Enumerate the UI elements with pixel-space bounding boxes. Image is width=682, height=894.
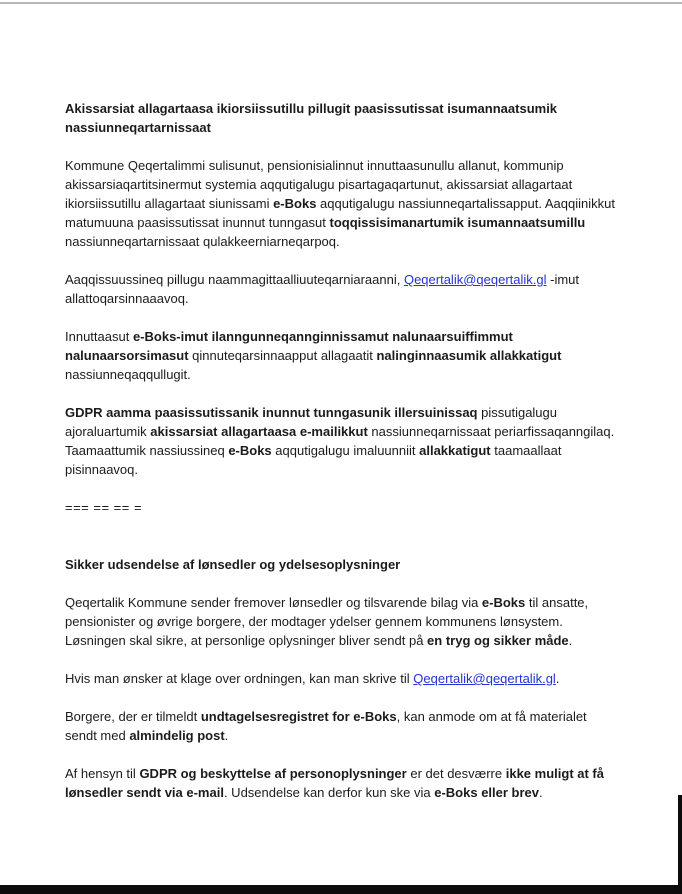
text-run: Kommune Qeqertalimmi sulisunut, pensionisialinnut innuttaasunullu allanut, kommunip akissarsiaqartitsinermut systemia aqqutigalugu pisartagaqartunut, akissarsiat allagartaat ikiorsiissutillu allagartaat siunissami bbox=[65, 158, 573, 211]
bold-text-run: ikke muligt at få lønsedler sendt via e-mail bbox=[65, 766, 604, 800]
bold-text-run: Akissarsiat allagartaasa ikiorsiissutillu pillugit paasissutissat isumannaatsumik nassiunneqartarnissaat bbox=[65, 101, 558, 135]
text-run: === == == = bbox=[65, 500, 143, 515]
text-run: qinnuteqarsinnaapput allagaatit bbox=[188, 348, 377, 363]
paragraph-da-3 bbox=[65, 707, 617, 745]
bold-text-run: Sikker udsendelse af lønsedler og ydelsesoplysninger bbox=[65, 557, 401, 572]
text-run: Aaqqissuussineq pillugu naammagittaalliuuteqarniaraanni, bbox=[65, 272, 404, 287]
text-run: Af hensyn til bbox=[65, 766, 140, 781]
document-body bbox=[65, 99, 617, 821]
bold-text-run: en tryg og sikker måde bbox=[427, 633, 569, 648]
text-run: -imut allattoqarsinnaaavoq. bbox=[65, 272, 579, 306]
screen-edge-bottom bbox=[0, 885, 682, 894]
text-run: Innuttaasut bbox=[65, 329, 133, 344]
window-top-border bbox=[0, 2, 682, 4]
bold-text-run: GDPR aamma paasissutissanik inunnut tunngasunik illersuinissaq bbox=[65, 405, 478, 420]
text-run: pissutigalugu ajoraluartumik bbox=[65, 405, 557, 439]
text-run: . bbox=[568, 633, 573, 648]
text-run: nassiunneqartarnissaat qulakkeerniarneqarpoq. bbox=[65, 234, 340, 249]
email-link[interactable]: Qeqertalik@qeqertalik.gl bbox=[413, 671, 556, 686]
bold-text-run: nalinginnaasumik allakkatigut bbox=[376, 348, 562, 363]
text-run: . bbox=[555, 671, 560, 686]
text-run: , kan anmode om at få materialet sendt med bbox=[65, 709, 587, 743]
screen-edge-right bbox=[678, 795, 682, 894]
text-run: nassiunneqarnissaat periarfissaqanngilaq. Taamaattumik nassiussineq bbox=[65, 424, 615, 458]
bold-text-run: e-Boks bbox=[273, 196, 317, 211]
text-run: Hvis man ønsker at klage over ordningen, kan man skrive til bbox=[65, 671, 414, 686]
bold-text-run: GDPR og beskyttelse af personoplysninger bbox=[139, 766, 407, 781]
section-heading-da bbox=[65, 555, 617, 574]
bold-text-run: e-Boks bbox=[481, 595, 526, 610]
text-run: nassiunneqaqqullugit. bbox=[65, 367, 191, 382]
text-run: aqqutigalugu imaluunniit bbox=[271, 443, 420, 458]
paragraph-kl-2 bbox=[65, 270, 617, 308]
email-link[interactable]: Qeqertalik@qeqertalik.gl bbox=[403, 272, 547, 287]
paragraph-kl-4 bbox=[65, 403, 617, 479]
bold-text-run: e-Boks eller brev bbox=[434, 785, 540, 800]
bold-text-run: e-Boks-imut ilanngunneqannginnissamut nalunaarsuiffimmut nalunaarsorsimasut bbox=[65, 329, 513, 363]
text-run: er det desværre bbox=[406, 766, 506, 781]
paragraph-da-2 bbox=[65, 669, 617, 688]
text-run: Borgere, der er tilmeldt bbox=[65, 709, 201, 724]
bold-text-run: akissarsiat allagartaasa e-mailikkut bbox=[150, 424, 368, 439]
paragraph-da-4 bbox=[65, 764, 617, 802]
paragraph-kl-1 bbox=[65, 156, 617, 251]
section-heading-kl bbox=[65, 99, 617, 137]
bold-text-run: e-Boks bbox=[228, 443, 272, 458]
bold-text-run: allakkatigut bbox=[419, 443, 491, 458]
paragraph-da-1 bbox=[65, 593, 617, 650]
text-run: til ansatte, pensionister og øvrige borgere, der modtager ydelser gennem kommunens lønsystem. Løsningen skal sikre, at personlige oplysninger bliver sendt på bbox=[65, 595, 589, 648]
text-run: . bbox=[539, 785, 543, 800]
text-run: taamaallaat pisinnaavoq. bbox=[65, 443, 562, 477]
text-run: aqqutigalugu nassiunneqartalissapput. Aaqqiinikkut matumuuna paasissutissat inunnut tunngasut bbox=[65, 196, 615, 230]
bold-text-run: undtagelsesregistret for e-Boks bbox=[200, 709, 397, 724]
bold-text-run: toqqissisimanartumik isumannaatsumillu bbox=[329, 215, 586, 230]
separator-text bbox=[65, 498, 617, 517]
bold-text-run: almindelig post bbox=[129, 728, 225, 743]
text-run: . bbox=[224, 728, 229, 743]
text-run: . Udsendelse kan derfor kun ske via bbox=[223, 785, 435, 800]
paragraph-kl-3 bbox=[65, 327, 617, 384]
text-run: Qeqertalik Kommune sender fremover lønsedler og tilsvarende bilag via bbox=[65, 595, 482, 610]
